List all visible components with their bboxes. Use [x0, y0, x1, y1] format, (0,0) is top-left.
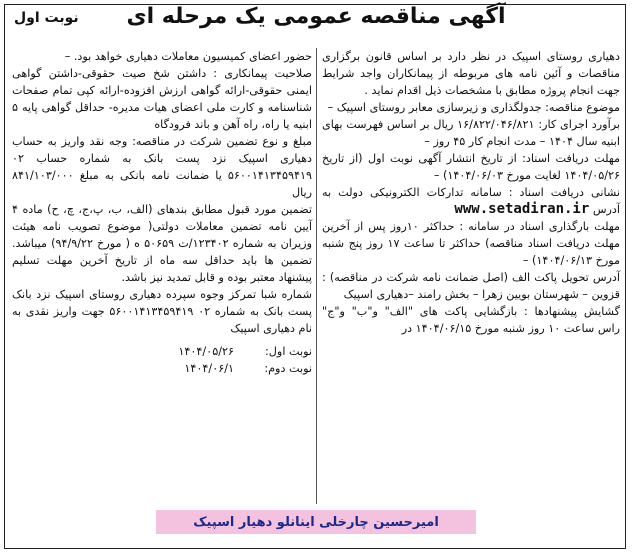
second-publication-row — [12, 360, 312, 377]
first-publication-date: ۱۴۰۴/۰۵/۲۶ — [178, 345, 234, 358]
intro-paragraph: دهیاری روستای اسپیک در نظر دارد بر اساس قانون برگزاری مناقصات و آئین نامه های مربوطه از پیمانکاران واجد شرایط جهت انجام پروژه مطابق با مشخصات ذیل اقدام نماید . — [322, 50, 620, 97]
edition-label: نوبت اول — [14, 10, 79, 26]
signature-banner: امیرحسین چارخلی اینانلو دهیار اسپیک — [156, 510, 476, 534]
estimate-paragraph: برآورد اجرای کار: ۱۶/۸۲۲/۰۴۶/۸۲۱ ریال بر اساس فهرست بهای ابنیه سال ۱۴۰۴ – مدت انجام کار ۴۵ روز – — [322, 118, 620, 148]
subject-paragraph: موضوع مناقصه: جدولگذاری و زیرسازی معابر روستای اسپیک – — [327, 101, 620, 114]
first-publication-label: نوبت اول: — [265, 345, 312, 358]
document-deadline-paragraph: مهلت دریافت اسناد: از تاریخ انتشار آگهی نوبت اول (از تاریخ ۱۴۰۴/۰۵/۲۶ لغایت مورخ ۱۴۰۴/۰۶/۰۳) – — [322, 152, 620, 182]
right-column — [322, 48, 620, 337]
upload-deadline-paragraph: مهلت بارگذاری اسناد در سامانه : حداکثر ۱۰روز پس از آخرین مهلت دریافت اسناد مناقصه) حداکثر تا ساعت ۱۷ روز پنج شنبه مورخ ۱۴۰۴/۰۶/۱۳) – — [322, 220, 621, 267]
left-column — [12, 48, 312, 377]
qualification-paragraph: صلاحیت پیمانکاری : داشتن شخ صیت حقوقی-داشتن گواهی ایمنی حقوقی-ارائه گواهی ارزش افزوده-ارائه کپی تمام صفحات شناسنامه و کارت ملی اعضای هیات مدیره- حداقل گواهی پایه ۵ ابنیه یا راه، راه آهن و باند فرودگاه — [12, 67, 312, 131]
attendance-paragraph: حضور اعضای کمیسیون معاملات دهیاری خواهد بود. – — [64, 50, 312, 63]
column-divider — [316, 48, 317, 504]
accepted-guarantee-paragraph: تضمین مورد قبول مطابق بندهای (الف، ب، پ،ج، چ، ح) ماده ۴ آیین نامه تضمین معاملات دولتی( موضوع تصویب نامه هیئت وزیران به شماره ۱۲۳۴۰۲/ت ۵۰۶۵۹ ه ( مورخ ۹۴/۹/۲۲) میباشد. تضمین ها باید حداقل سه ماه از تاریخ آخرین مهلت تسلیم پیشنهاد معتبر بوده و قابل تمدید نیز باشد. — [12, 203, 312, 284]
shaba-paragraph: شماره شبا تمرکز وجوه سپرده دهیاری روستای اسپیک نزد بانک پست بانک به شماره ۰۲ ۵۶۰۰۱۴۱۳۴۵۹۴۱۹ جهت واریز نقدی به نام دهیاری اسپیک — [12, 288, 312, 335]
notice-title: آگهی مناقصه عمومی یک مرحله ای — [126, 4, 506, 29]
document-address-text: نشانی دریافت اسناد : سامانه تدارکات الکترونیکی دولت به آدرس — [322, 186, 620, 216]
first-publication-row — [12, 343, 312, 360]
publication-dates — [12, 343, 312, 377]
second-publication-label: نوبت دوم: — [264, 362, 312, 375]
second-publication-date: ۱۴۰۴/۰۶/۱ — [184, 362, 234, 375]
document-address-paragraph — [322, 184, 620, 218]
setadiran-link[interactable]: www.setadiran.ir — [454, 201, 590, 217]
delivery-address-paragraph: آدرس تحویل پاکت الف (اصل ضمانت نامه شرکت در مناقصه) : قزوین – شهرستان بویین زهرا – بخش رامند –دهیاری اسپیک — [322, 271, 620, 301]
guarantee-paragraph: مبلغ و نوع تضمین شرکت در مناقصه: وجه نقد واریز به حساب دهیاری اسپیک نزد پست بانک به شماره حساب ۰۲ ۵۶۰۰۱۴۱۳۴۵۹۴۱۹ یا ضمانت نامه بانکی به مبلغ ۸۴۱/۱۰۳/۰۰۰ ریال — [12, 135, 312, 199]
opening-paragraph: گشایش پیشنهادها : بازگشایی پاکت های "الف" و"ب" و"ج" راس ساعت ۱۰ روز شنبه مورخ ۱۴۰۴/۰۶/۱۵ در — [322, 305, 620, 335]
